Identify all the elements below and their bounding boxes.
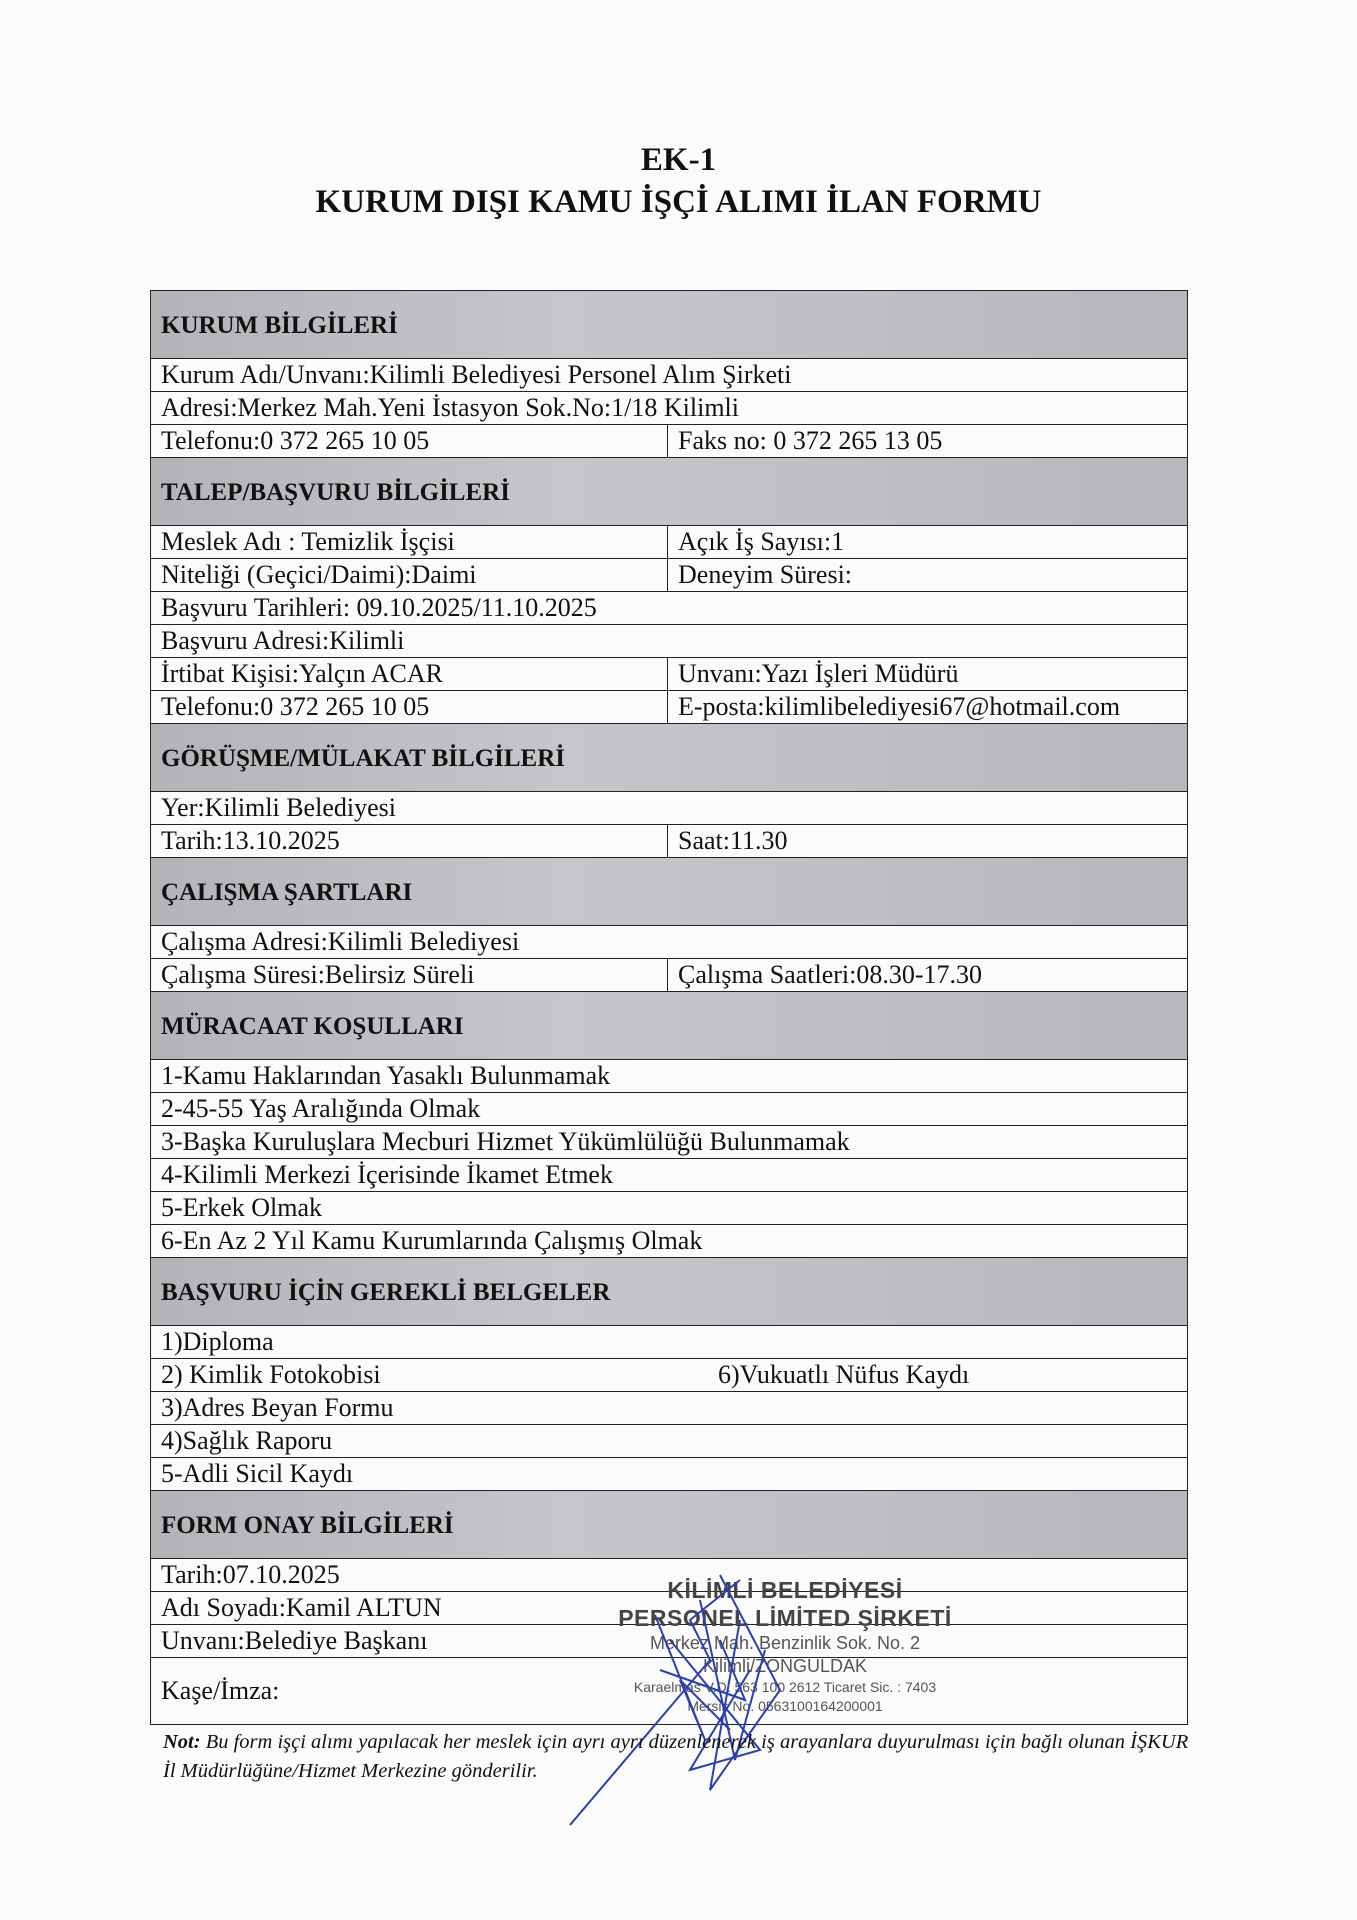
section-belgeler: BAŞVURU İÇİN GEREKLİ BELGELER — [151, 1258, 1188, 1326]
belge-item: 3)Adres Beyan Formu — [151, 1392, 1188, 1425]
section-calisma: ÇALIŞMA ŞARTLARI — [151, 858, 1188, 926]
belge-row — [151, 1359, 1188, 1392]
muracaat-item: 5-Erkek Olmak — [151, 1192, 1188, 1225]
signature-icon — [560, 1560, 820, 1840]
basvuru-adresi: Başvuru Adresi:Kilimli — [151, 625, 1188, 658]
onay-unvan: Unvanı:Belediye Başkanı — [161, 1626, 428, 1655]
meslek: Meslek Adı : Temizlik İşçisi — [151, 526, 668, 559]
gorusme-saat: Saat:11.30 — [668, 825, 1188, 858]
section-muracaat: MÜRACAAT KOŞULLARI — [151, 992, 1188, 1060]
muracaat-item: 6-En Az 2 Yıl Kamu Kurumlarında Çalışmış Olmak — [151, 1225, 1188, 1258]
stamp-line: KİLİMLİ BELEDİYESİ — [667, 1577, 903, 1603]
gorusme-yer: Yer:Kilimli Belediyesi — [151, 792, 1188, 825]
kurum-telefon: Telefonu:0 372 265 10 05 — [151, 425, 668, 458]
belge-item-6: 6)Vukuatlı Nüfus Kaydı — [718, 1360, 970, 1389]
basvuru-tarihleri: Başvuru Tarihleri: 09.10.2025/11.10.2025 — [151, 592, 1188, 625]
eposta: E-posta:kilimlibelediyesi67@hotmail.com — [668, 691, 1188, 724]
kurum-faks: Faks no: 0 372 265 13 05 — [668, 425, 1188, 458]
belge-item: 2) Kimlik Fotokobisi — [161, 1360, 381, 1389]
form-title: KURUM DIŞI KAMU İŞÇİ ALIMI İLAN FORMU — [315, 184, 1042, 220]
niteligi: Niteliği (Geçici/Daimi):Daimi — [151, 559, 668, 592]
gorusme-tarih: Tarih:13.10.2025 — [151, 825, 668, 858]
kurum-adi: Kurum Adı/Unvanı:Kilimli Belediyesi Personel Alım Şirketi — [151, 359, 1188, 392]
stamp-line: Karaelmas V.D. 563 100 2612 Ticaret Sic. : 7403 — [633, 1679, 937, 1695]
section-gorusme: GÖRÜŞME/MÜLAKAT BİLGİLERİ — [151, 724, 1188, 792]
section-talep: TALEP/BAŞVURU BİLGİLERİ — [151, 458, 1188, 526]
muracaat-item: 4-Kilimli Merkezi İçerisinde İkamet Etmek — [151, 1159, 1188, 1192]
stamp-line: Kilimli/ZONGULDAK — [702, 1656, 867, 1676]
stamp-line: Mersis No. 0563100164200001 — [687, 1698, 883, 1714]
annex-label: EK-1 — [640, 142, 717, 178]
belge-item: 1)Diploma — [151, 1326, 1188, 1359]
acik-is: Açık İş Sayısı:1 — [668, 526, 1188, 559]
footnote — [163, 1728, 1203, 1786]
muracaat-item: 2-45-55 Yaş Aralığında Olmak — [151, 1093, 1188, 1126]
onay-tarih: Tarih:07.10.2025 — [161, 1560, 340, 1589]
deneyim: Deneyim Süresi: — [668, 559, 1188, 592]
calisma-sure: Çalışma Süresi:Belirsiz Süreli — [151, 959, 668, 992]
section-onay: FORM ONAY BİLGİLERİ — [151, 1491, 1188, 1559]
calisma-adres: Çalışma Adresi:Kilimli Belediyesi — [151, 926, 1188, 959]
stamp-line: PERSONEL LİMİTED ŞİRKETİ — [618, 1605, 952, 1631]
note-text: Bu form işçi alımı yapılacak her meslek için ayrı ayrı düzenlenerek iş arayanlara duyurulması için bağlı olunan İŞKUR İl Müdürlüğüne/Hizmet Merkezine gönderilir. — [163, 1731, 1189, 1782]
irtibat-unvan: Unvanı:Yazı İşleri Müdürü — [668, 658, 1188, 691]
belge-item: 4)Sağlık Raporu — [151, 1425, 1188, 1458]
calisma-saatleri: Çalışma Saatleri:08.30-17.30 — [668, 959, 1188, 992]
form-table — [150, 290, 1188, 1725]
belge-item: 5-Adli Sicil Kaydı — [151, 1458, 1188, 1491]
muracaat-item: 1-Kamu Haklarından Yasaklı Bulunmamak — [151, 1060, 1188, 1093]
onay-adi: Adı Soyadı:Kamil ALTUN — [161, 1593, 442, 1622]
section-kurum: KURUM BİLGİLERİ — [151, 291, 1188, 359]
talep-telefon: Telefonu:0 372 265 10 05 — [151, 691, 668, 724]
stamp-line: Merkez Mah. Benzinlik Sok. No. 2 — [649, 1633, 921, 1653]
note-label: Not: — [163, 1731, 201, 1753]
muracaat-item: 3-Başka Kuruluşlara Mecburi Hizmet Yükümlülüğü Bulunmamak — [151, 1126, 1188, 1159]
kase-imza: Kaşe/İmza: — [161, 1676, 280, 1705]
irtibat: İrtibat Kişisi:Yalçın ACAR — [151, 658, 668, 691]
kurum-adres: Adresi:Merkez Mah.Yeni İstasyon Sok.No:1/18 Kilimli — [151, 392, 1188, 425]
